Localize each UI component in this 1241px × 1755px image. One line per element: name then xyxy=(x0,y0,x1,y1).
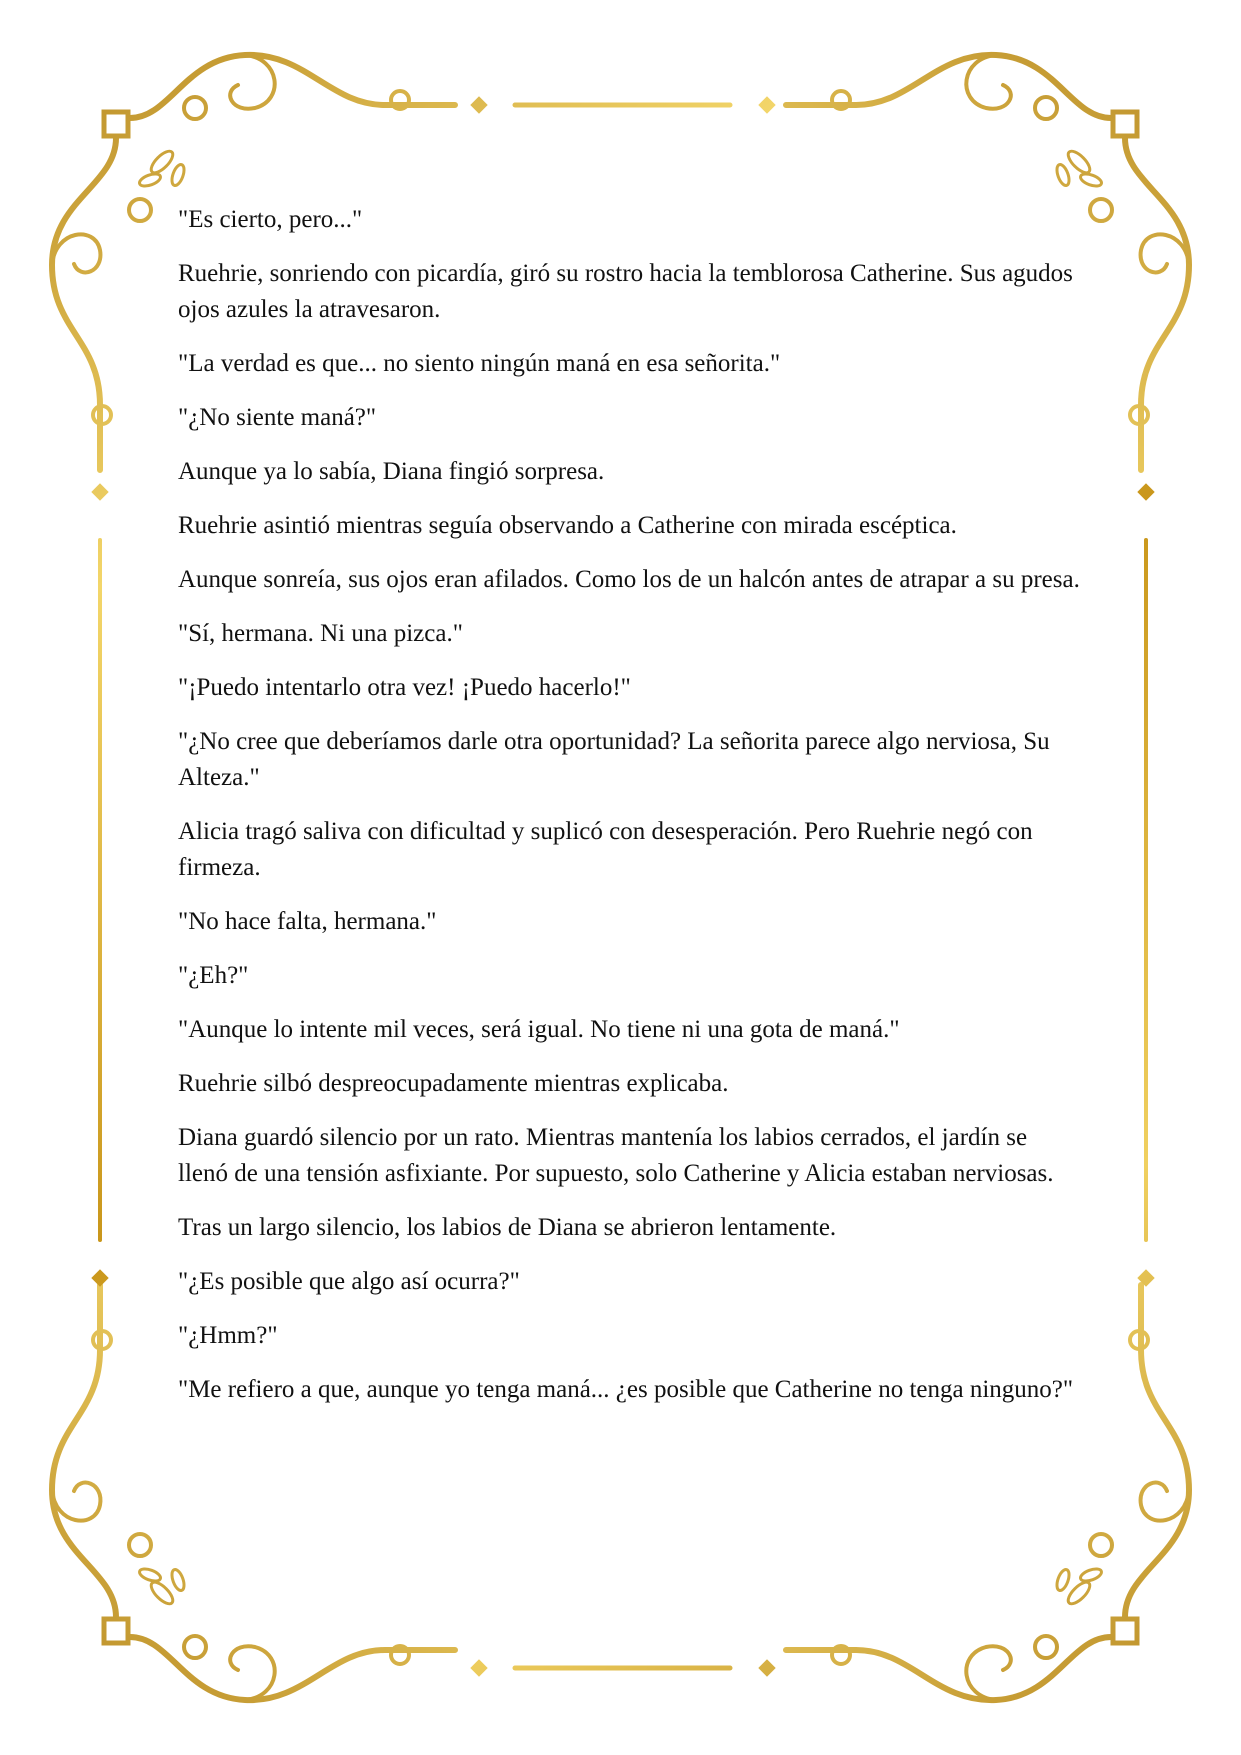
paragraph: "Me refiero a que, aunque yo tenga maná... ¿es posible que Catherine no tenga ninguno?" xyxy=(178,1376,1074,1403)
diamond-ornament xyxy=(92,484,108,500)
paragraph: "La verdad es que... no siento ningún maná en esa señorita." xyxy=(178,350,781,377)
paragraph: "No hace falta, hermana." xyxy=(178,908,437,935)
paragraph: "¿Hmm?" xyxy=(178,1322,278,1349)
paragraph: Aunque sonreía, sus ojos eran afilados. Como los de un halcón antes de atrapar a su presa. xyxy=(178,566,1080,593)
paragraph: "Sí, hermana. Ni una pizca." xyxy=(178,620,463,647)
paragraph: "Aunque lo intente mil veces, será igual. No tiene ni una gota de maná." xyxy=(178,1016,900,1043)
document-body xyxy=(178,202,1083,1426)
paragraph: Diana guardó silencio por un rato. Mientras mantenía los labios cerrados, el jardín se llenó de una tensión asfixiante. Por supuesto, solo Catherine y Alicia estaban nerviosas. xyxy=(178,1124,1054,1187)
diamond-ornament xyxy=(471,97,487,113)
paragraph: Alicia tragó saliva con dificultad y suplicó con desesperación. Pero Ruehrie negó con firmeza. xyxy=(178,818,1033,881)
paragraph: "¡Puedo intentarlo otra vez! ¡Puedo hacerlo!" xyxy=(178,674,631,701)
diamond-ornament xyxy=(759,97,775,113)
diamond-ornament xyxy=(471,1660,487,1676)
paragraph: Ruehrie, sonriendo con picardía, giró su rostro hacia la temblorosa Catherine. Sus agudos ojos azules la atravesaron. xyxy=(178,260,1073,323)
diamond-ornament xyxy=(92,1270,108,1286)
paragraph: "Es cierto, pero..." xyxy=(178,206,363,233)
paragraph: "¿Es posible que algo así ocurra?" xyxy=(178,1268,520,1295)
paragraph: Aunque ya lo sabía, Diana fingió sorpresa. xyxy=(178,458,605,485)
paragraph: Ruehrie asintió mientras seguía observando a Catherine con mirada escéptica. xyxy=(178,512,957,539)
diamond-ornament xyxy=(1138,484,1154,500)
paragraph: "¿No cree que deberíamos darle otra oportunidad? La señorita parece algo nerviosa, Su Alteza." xyxy=(178,728,1050,791)
diamond-ornament xyxy=(759,1660,775,1676)
paragraph: Ruehrie silbó despreocupadamente mientras explicaba. xyxy=(178,1070,729,1097)
paragraph: "¿Eh?" xyxy=(178,962,249,989)
paragraph: Tras un largo silencio, los labios de Diana se abrieron lentamente. xyxy=(178,1214,837,1241)
paragraph: "¿No siente maná?" xyxy=(178,404,377,431)
